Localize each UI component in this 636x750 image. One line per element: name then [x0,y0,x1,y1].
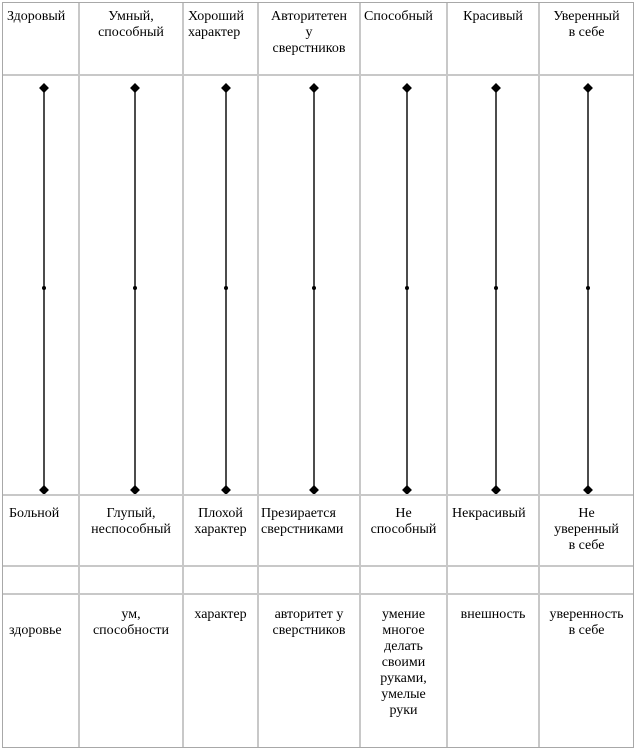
bottom-label-health: Больной [2,495,79,566]
bottom-label-intelligence: Глупый, неспособный [79,495,183,566]
top-label-authority: Авторитетен у сверстников [258,2,360,75]
scale-cell-authority [258,75,360,495]
scale-line-confidence[interactable] [540,76,634,495]
empty-cell [539,566,634,594]
quality-label-character: характер [183,594,258,748]
quality-label-ability: умение многое делать своими руками, умелые руки [360,594,447,748]
scale-cell-confidence [539,75,634,495]
bottom-label-character: Плохой характер [183,495,258,566]
scale-line-authority[interactable] [259,76,360,495]
empty-cell [79,566,183,594]
top-label-health: Здоровый [2,2,79,75]
scale-line-health[interactable] [3,76,79,495]
top-label-intelligence: Умный, способный [79,2,183,75]
top-label-appearance: Красивый [447,2,539,75]
bottom-label-authority: Презирается сверстниками [258,495,360,566]
scale-cell-intelligence [79,75,183,495]
scale-cell-health [2,75,79,495]
quality-label-appearance: внешность [447,594,539,748]
quality-label-health: здоровье [2,594,79,748]
empty-cell [360,566,447,594]
empty-cell [183,566,258,594]
quality-label-confidence: уверенность в себе [539,594,634,748]
top-label-character: Хороший характер [183,2,258,75]
bottom-label-appearance: Некрасивый [447,495,539,566]
top-label-confidence: Уверенный в себе [539,2,634,75]
scale-line-intelligence[interactable] [80,76,183,495]
top-label-ability: Способный [360,2,447,75]
empty-cell [258,566,360,594]
scale-line-appearance[interactable] [448,76,539,495]
scale-cell-ability [360,75,447,495]
bottom-label-confidence: Не уверенный в себе [539,495,634,566]
scale-line-character[interactable] [184,76,258,495]
empty-cell [447,566,539,594]
scale-line-ability[interactable] [361,76,447,495]
quality-label-intelligence: ум, способности [79,594,183,748]
scale-cell-character [183,75,258,495]
quality-label-authority: авторитет у сверстников [258,594,360,748]
bottom-label-ability: Не способный [360,495,447,566]
empty-cell [2,566,79,594]
scale-cell-appearance [447,75,539,495]
